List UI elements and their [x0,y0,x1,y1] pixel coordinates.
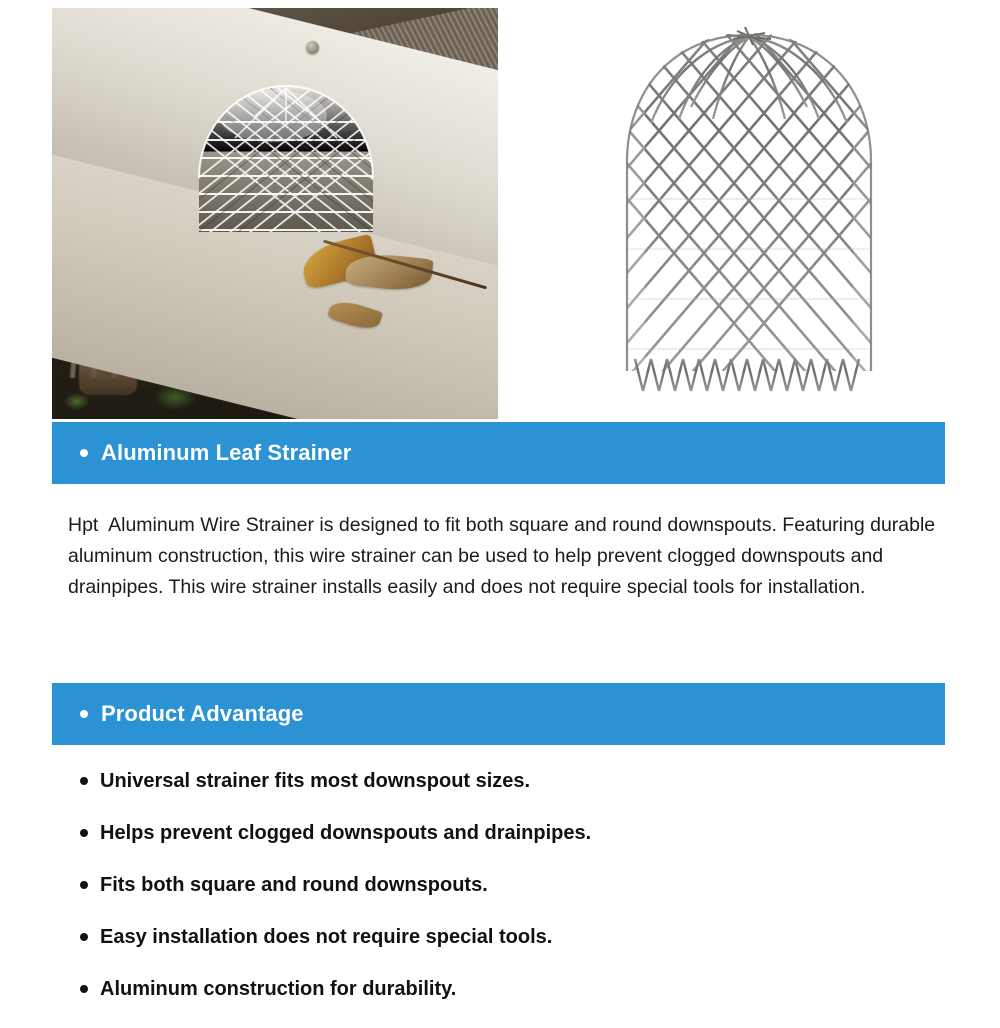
advantage-text: Fits both square and round downspouts. [100,874,488,896]
advantage-text: Helps prevent clogged downspouts and drainpipes. [100,822,592,844]
list-item [80,976,940,1002]
dot-bullet-icon [80,881,88,889]
advantage-text: Easy installation does not require special tools. [100,926,553,948]
list-item [80,768,940,794]
list-item [80,820,940,846]
section-header-product-advantage [52,683,945,745]
advantage-text: Aluminum construction for durability. [100,978,457,1000]
dot-bullet-icon [80,777,88,785]
list-item [80,924,940,950]
section-title: Product Advantage [101,701,304,726]
section-header-aluminum-leaf-strainer [52,422,945,484]
section-title: Aluminum Leaf Strainer [101,440,352,465]
installed-strainer-photo [52,8,498,419]
product-image-row [0,0,1000,420]
dot-bullet-icon [80,710,88,718]
dot-bullet-icon [80,985,88,993]
dot-bullet-icon [80,829,88,837]
advantage-list [80,768,940,1028]
dot-bullet-icon [80,449,88,457]
advantage-text: Universal strainer fits most downspout sizes. [100,770,531,792]
dot-bullet-icon [80,933,88,941]
mesh-strainer-product-photo [500,8,998,419]
installed-mesh-dome [195,82,377,234]
product-description: Hpt Aluminum Wire Strainer is designed to fit both square and round downspouts. Featuring durable aluminum construction, this wire strainer can be used to help prevent clogged downspouts and drainpipes. This wire strainer installs easily and does not require special tools for installation. [68,514,941,598]
list-item [80,872,940,898]
